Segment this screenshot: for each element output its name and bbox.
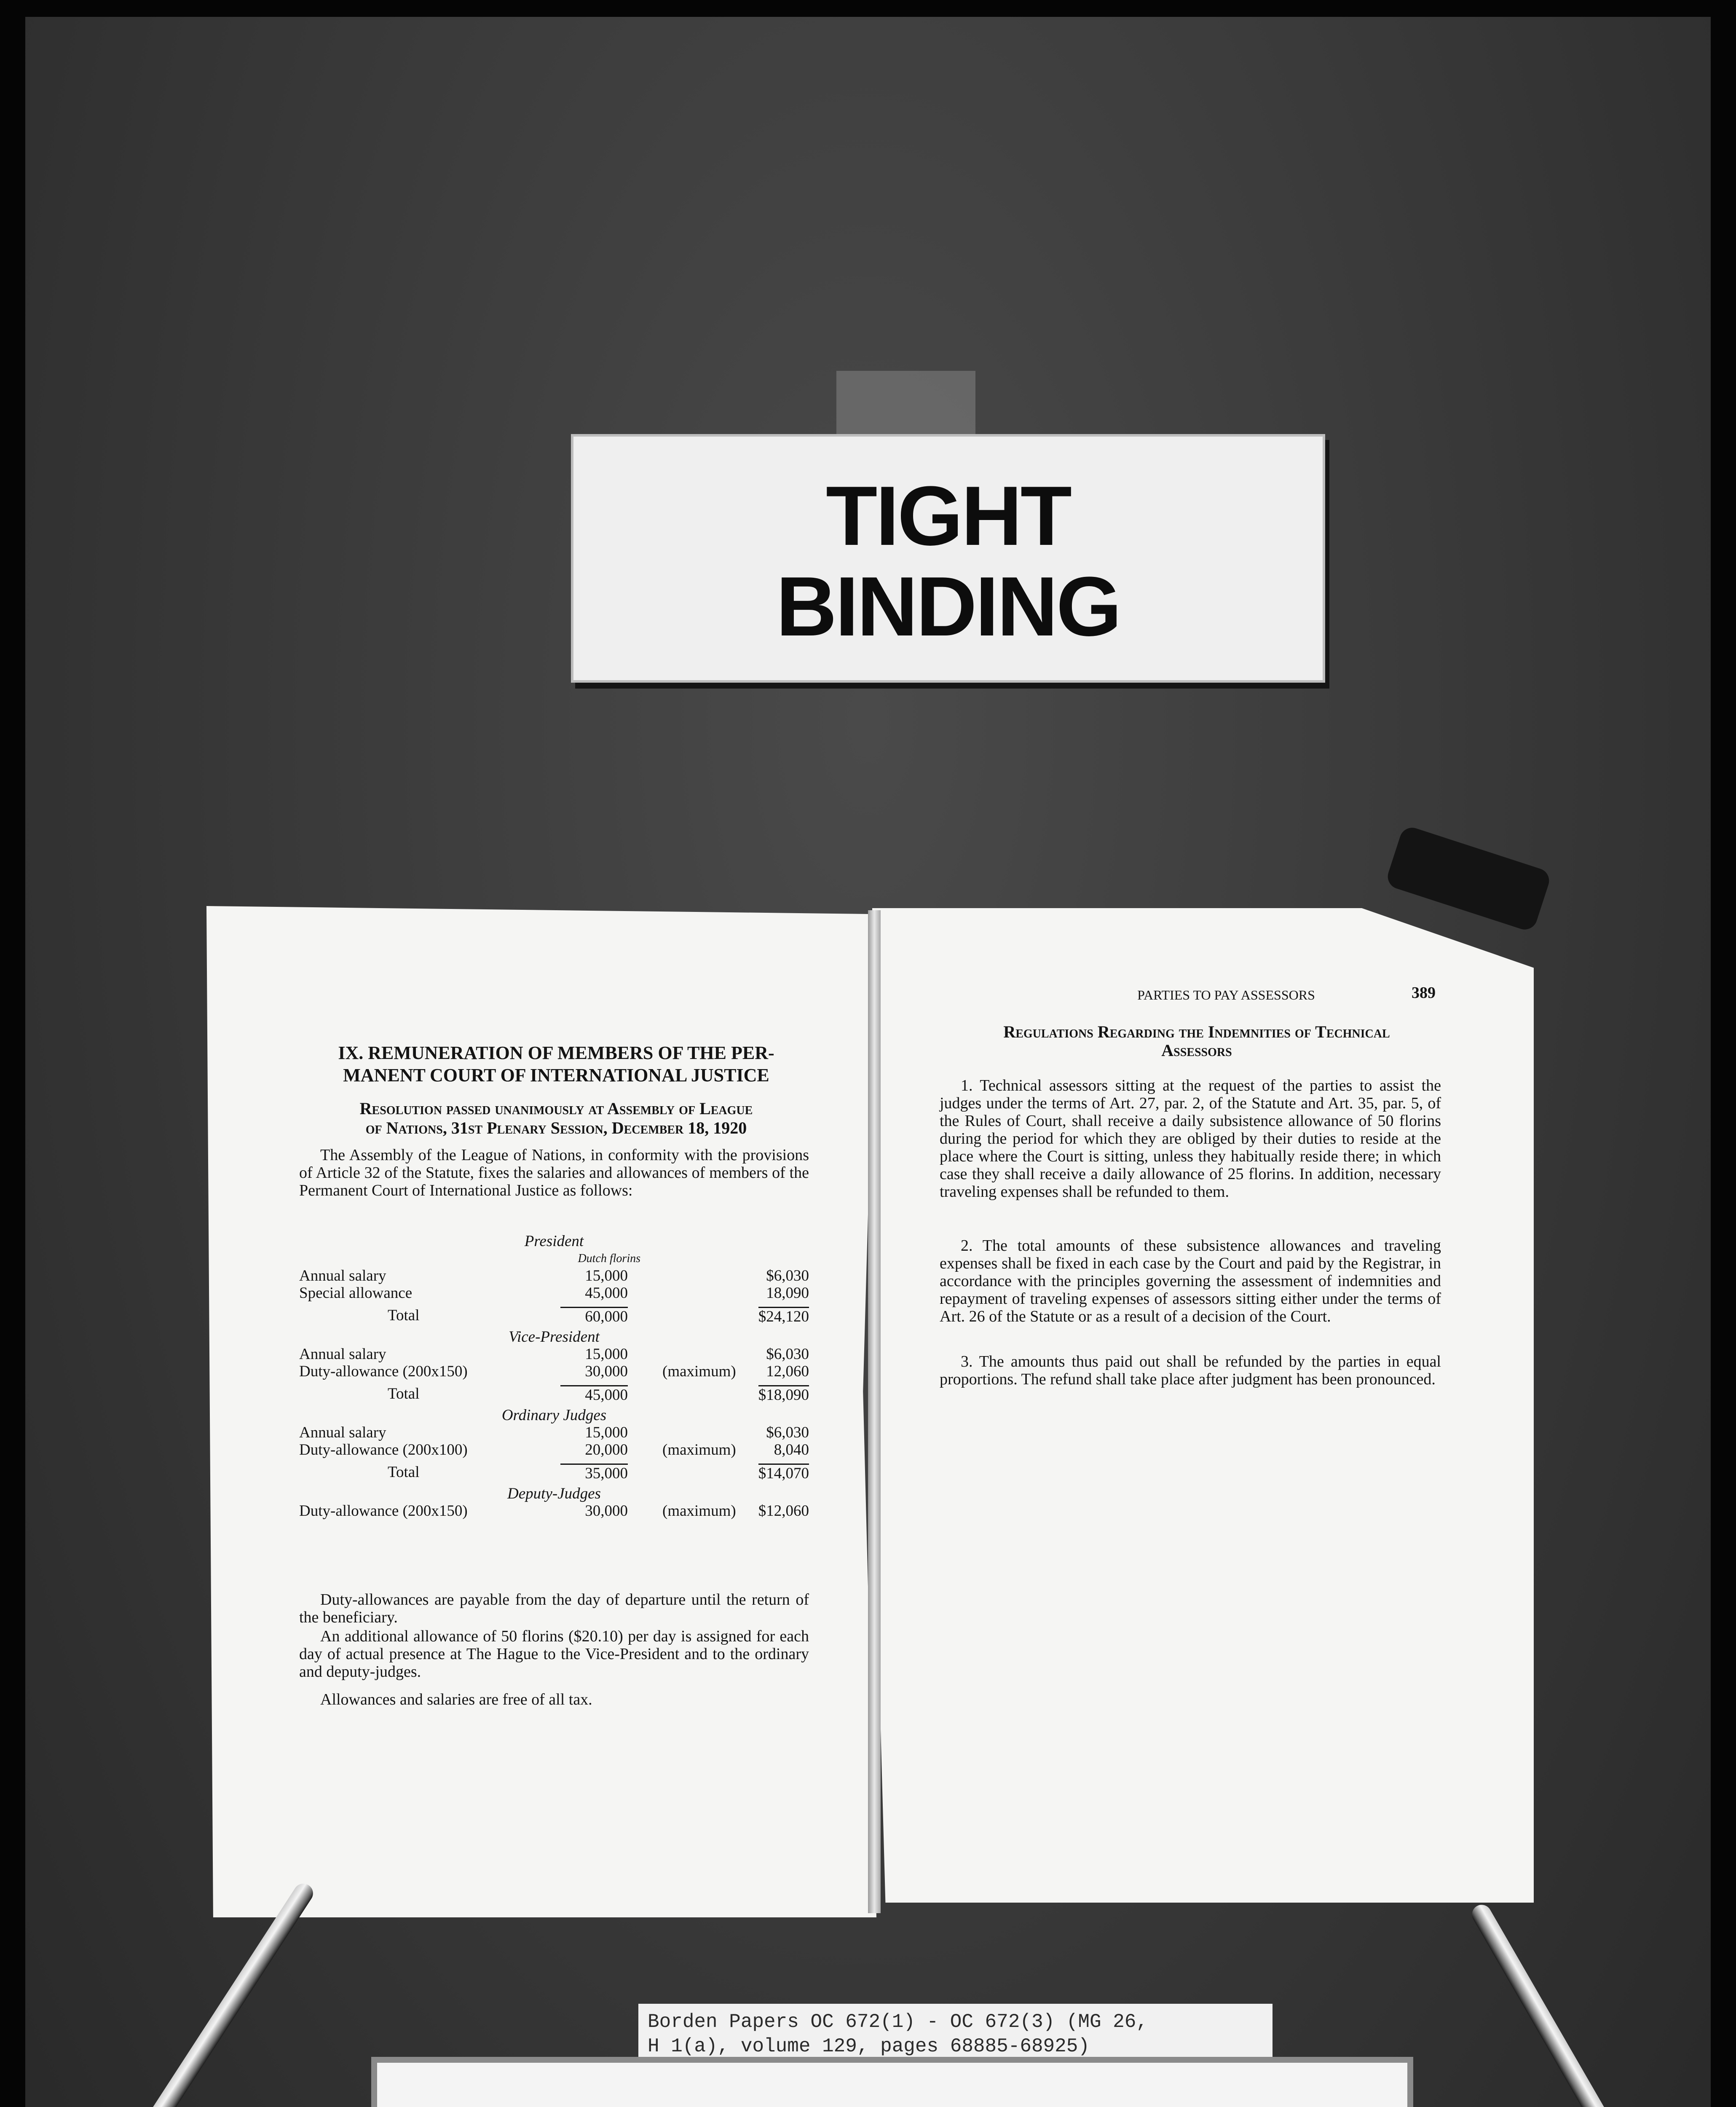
right-page-heading-line1: Regulations Regarding the Indemnities of Technical	[1003, 1022, 1390, 1041]
right-page-heading-line2: Assessors	[1161, 1041, 1232, 1060]
section-heading-ordinary-judges: Ordinary Judges	[501, 1407, 607, 1424]
left-page-subheading-line2: of Nations, 31st Plenary Session, December 18, 1920	[365, 1118, 747, 1137]
total-usd: $18,090	[758, 1385, 809, 1404]
left-page-subheading-line1: Resolution passed unanimously at Assembly of League	[359, 1099, 753, 1118]
page-gutter	[868, 910, 881, 1913]
tight-binding-line2: BINDING	[776, 560, 1120, 654]
row-florins: 20,000	[585, 1441, 628, 1458]
row-label: Annual salary	[299, 1267, 386, 1284]
row-florins: 30,000	[585, 1502, 628, 1520]
table-row	[299, 1284, 809, 1302]
row-label: Special allowance	[299, 1284, 413, 1302]
row-florins: 15,000	[585, 1424, 628, 1441]
frame-border-left	[0, 0, 25, 2107]
frame-border-right	[1711, 0, 1736, 2107]
table-row	[299, 1424, 809, 1441]
table-row	[299, 1441, 809, 1458]
public-archives-card	[377, 2063, 1407, 2107]
row-usd: 8,040	[774, 1441, 809, 1458]
row-note: (maximum)	[662, 1441, 736, 1458]
left-page-paragraph-2: An additional allowance of 50 florins ($20.10) per day is assigned for each day of actual presence at The Hague to the Vice-President and to the ordinary and deputy-judges.	[299, 1627, 809, 1681]
table-row	[299, 1346, 809, 1363]
total-row	[299, 1385, 809, 1402]
total-label: Total	[388, 1464, 420, 1481]
column-header-florins: Dutch florins	[578, 1252, 640, 1265]
row-label: Duty-allowance (200x100)	[299, 1441, 468, 1458]
right-page-paragraph-2: 2. The total amounts of these subsistence allowances and traveling expenses shall be fixed in each case by the Court and paid by the Registrar, in accordance with the principles governing the assessment of indemnities and repayment of traveling expenses of assessors sitting either under the terms of Art. 26 of the Statute or as a result of a decision of the Court.	[940, 1237, 1441, 1325]
tape-strip	[1385, 825, 1552, 933]
left-page-heading-line2: MANENT COURT OF INTERNATIONAL JUSTICE	[343, 1065, 769, 1086]
total-florins: 35,000	[560, 1464, 628, 1482]
row-usd: $6,030	[766, 1424, 809, 1441]
row-usd: $6,030	[766, 1346, 809, 1363]
row-usd: $12,060	[758, 1502, 809, 1520]
total-label: Total	[388, 1385, 420, 1402]
row-label: Duty-allowance (200x150)	[299, 1363, 468, 1380]
row-florins: 15,000	[585, 1267, 628, 1284]
left-page-paragraph-1: Duty-allowances are payable from the day of departure until the return of the beneficiary.	[299, 1591, 809, 1626]
tight-binding-card	[571, 434, 1325, 683]
row-florins: 30,000	[585, 1363, 628, 1380]
left-page-heading-line1: IX. REMUNERATION OF MEMBERS OF THE PER-	[338, 1043, 774, 1063]
page-number: 389	[1412, 984, 1436, 1002]
row-note: (maximum)	[662, 1363, 736, 1380]
row-label: Annual salary	[299, 1346, 386, 1363]
table-row	[299, 1502, 809, 1520]
table-header-row	[299, 1250, 809, 1267]
right-page-paragraph-3: 3. The amounts thus paid out shall be refunded by the parties in equal proportions. The refund shall take place after judgment has been pronounced.	[940, 1353, 1441, 1388]
row-label: Annual salary	[299, 1424, 386, 1441]
reference-line1: Borden Papers OC 672(1) - OC 672(3) (MG 26,	[648, 2011, 1148, 2033]
row-label: Duty-allowance (200x150)	[299, 1502, 468, 1520]
row-usd: 12,060	[766, 1363, 809, 1380]
section-heading-president: President	[524, 1233, 584, 1250]
reference-line2: H 1(a), volume 129, pages 68885-68925)	[648, 2035, 1090, 2057]
total-florins: 45,000	[560, 1385, 628, 1404]
row-florins: 45,000	[585, 1284, 628, 1302]
table-row	[299, 1267, 809, 1284]
row-usd: $6,030	[766, 1267, 809, 1284]
frame-border-top	[0, 0, 1736, 17]
row-florins: 15,000	[585, 1346, 628, 1363]
total-row	[299, 1464, 809, 1481]
tight-binding-line1: TIGHT	[826, 469, 1070, 563]
salary-table	[299, 1233, 809, 1520]
right-page-paragraph-1: 1. Technical assessors sitting at the request of the parties to assist the judges under the terms of Art. 27, par. 2, of the Statute and Art. 35, par. 5, of the Rules of Court, shall receive a daily subsistence allowance of 50 florins during the period for which they are obliged by their duties to reside at the place where the Court is sitting, unless they habitually reside there; in which case they shall receive a daily allowance of 25 florins. In addition, necessary traveling expenses shall be refunded to them.	[940, 1077, 1441, 1201]
row-usd: 18,090	[766, 1284, 809, 1302]
total-florins: 60,000	[560, 1307, 628, 1325]
total-usd: $24,120	[758, 1307, 809, 1325]
pen-right	[1468, 1901, 1675, 2107]
pen-left	[71, 1880, 316, 2107]
section-heading-deputy-judges: Deputy-Judges	[507, 1485, 601, 1502]
left-page-paragraph-3: Allowances and salaries are free of all tax.	[320, 1691, 592, 1708]
row-note: (maximum)	[662, 1502, 736, 1520]
left-page-intro: The Assembly of the League of Nations, in conformity with the provisions of Article 32 of the Statute, fixes the salaries and allowances of members of the Permanent Court of International Justice as follows:	[299, 1146, 809, 1199]
table-row	[299, 1363, 809, 1380]
total-row	[299, 1307, 809, 1324]
total-usd: $14,070	[758, 1464, 809, 1482]
total-label: Total	[388, 1307, 420, 1324]
section-heading-vice-president: Vice-President	[509, 1328, 600, 1346]
running-head: PARTIES TO PAY ASSESSORS	[1137, 987, 1315, 1003]
